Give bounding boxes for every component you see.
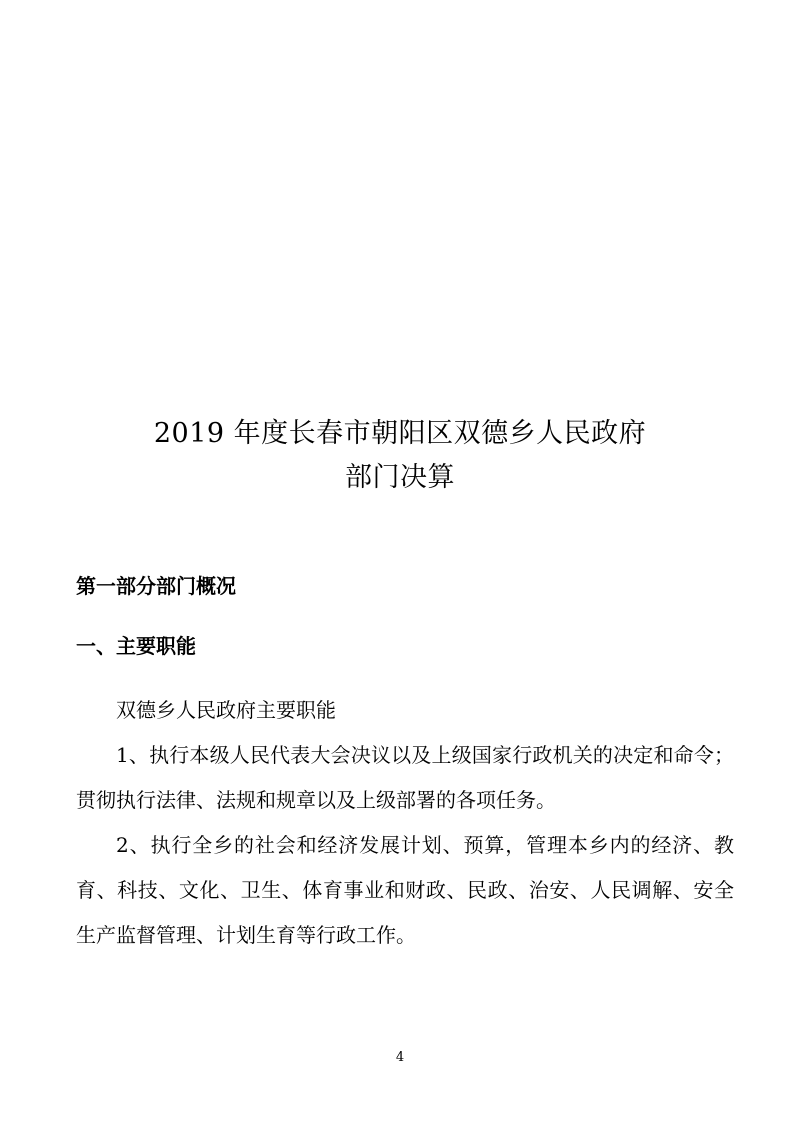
page-number: 4 bbox=[395, 1050, 405, 1065]
paragraph-intro: 双德乡人民政府主要职能 bbox=[116, 698, 336, 722]
part-heading: 第一部分部门概况 bbox=[76, 574, 236, 598]
document-title bbox=[0, 412, 800, 500]
title-line-1: 2019 年度长春市朝阳区双德乡人民政府 bbox=[153, 418, 647, 449]
paragraph-item-2: 2、执行全乡的社会和经济发展计划、预算，管理本乡内的经济、教育、科技、文化、卫生、体育事业和财政、民政、治安、人民调解、安全生产监督管理、计划生育等行政工作。 bbox=[76, 833, 734, 947]
document-body bbox=[76, 688, 734, 958]
title-line-2: 部门决算 bbox=[345, 462, 455, 493]
section-heading: 一、主要职能 bbox=[76, 634, 196, 658]
paragraph-item-1: 1、执行本级人民代表大会决议以及上级国家行政机关的决定和命令；贯彻执行法律、法规和规章以及上级部署的各项任务。 bbox=[76, 743, 734, 812]
